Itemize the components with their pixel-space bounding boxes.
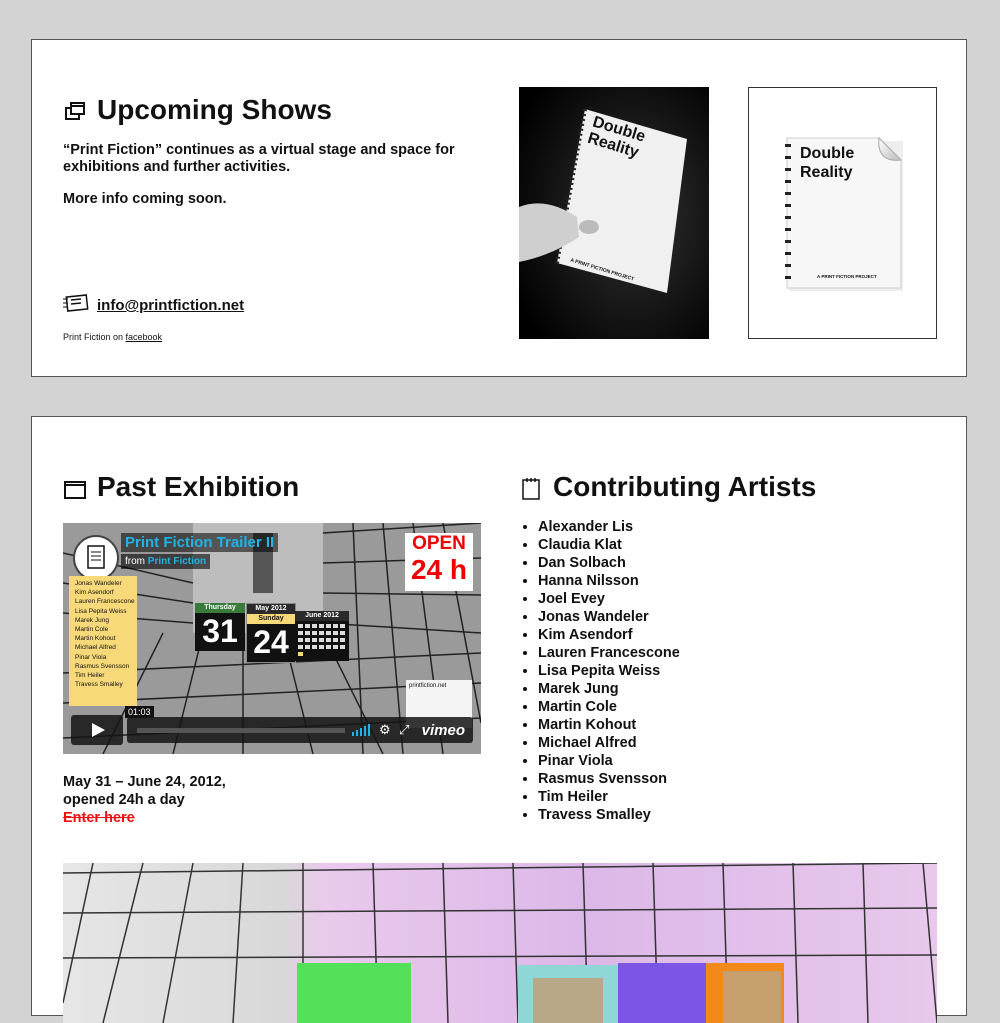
past-heading (63, 471, 299, 503)
window-icon (63, 475, 87, 499)
email-row (63, 293, 244, 318)
artists-title: Contributing Artists (553, 471, 817, 502)
facebook-line (63, 332, 162, 342)
artist-item: • Michael Alfred (538, 734, 680, 752)
calendar-day-label: Thursday (195, 603, 245, 613)
video-from (121, 554, 210, 569)
calendar-month-label: May 2012 (247, 604, 295, 614)
gallery-image[interactable] (63, 863, 937, 1023)
video-name: Lisa Pepita Weiss (75, 607, 127, 615)
artist-item: • Pinar Viola (538, 752, 680, 770)
mail-icon (63, 293, 91, 318)
video-from-prefix: from (125, 556, 145, 567)
artist-item: • Hanna Nilsson (538, 572, 680, 590)
fullscreen-icon[interactable]: ⤢ (399, 722, 410, 737)
artist-item: • Martin Kohout (538, 716, 680, 734)
calendar-day-number: 24 (253, 624, 289, 660)
enter-here-link[interactable]: Enter here (63, 810, 135, 826)
upcoming-heading (63, 94, 332, 126)
notepad-icon (519, 475, 543, 499)
artist-item: • Kim Asendorf (538, 626, 680, 644)
document-preview (748, 87, 937, 339)
dates-line1: May 31 – June 24, 2012, (63, 774, 226, 790)
open-sign-line1: OPEN (412, 533, 466, 554)
document-title: Double Reality (800, 145, 855, 181)
video-title[interactable]: Print Fiction Trailer II (121, 533, 278, 552)
video-controls (63, 707, 481, 745)
calendar-month-label: June 2012 (295, 611, 349, 621)
vimeo-logo[interactable]: vimeo (421, 722, 465, 739)
artists-list (519, 518, 680, 824)
open-sign-line2: 24 h (410, 554, 468, 585)
video-name: Kim Asendorf (75, 589, 114, 597)
calendar-sunday (246, 603, 296, 663)
book-photo-sub: A PRINT FICTION PROJECT (569, 257, 635, 283)
video-from-link[interactable]: Print Fiction (147, 556, 207, 567)
email-link[interactable]: info@printfiction.net (97, 297, 245, 314)
calendar-day-number: 31 (202, 613, 238, 649)
video-time: 01:03 (125, 706, 154, 718)
document-sub: A PRINT FICTION PROJECT (817, 274, 877, 279)
upcoming-description: “Print Fiction” continues as a virtual stage and space for exhibitions and further activities. (63, 142, 455, 175)
video-name: Rasmus Svensson (75, 662, 130, 670)
artist-item: • Jonas Wandeler (538, 608, 680, 626)
video-name: Travess Smalley (75, 681, 123, 689)
past-title: Past Exhibition (97, 471, 300, 502)
book-photo (519, 87, 709, 339)
upcoming-panel (31, 39, 967, 377)
artist-item: • Marek Jung (538, 680, 680, 698)
artist-item: • Lisa Pepita Weiss (538, 662, 680, 680)
artist-item: • Alexander Lis (538, 518, 680, 536)
volume-icon[interactable] (351, 722, 371, 739)
facebook-link[interactable]: facebook (125, 332, 163, 342)
calendar-june (295, 611, 349, 661)
video-name-list (69, 576, 137, 706)
video-player[interactable] (63, 523, 481, 754)
video-name: Pinar Viola (75, 653, 107, 661)
exhibition-dates (63, 773, 226, 827)
channel-avatar[interactable] (73, 535, 119, 581)
video-card: printfiction.net (406, 680, 472, 728)
play-button[interactable] (71, 715, 123, 745)
past-panel (31, 416, 967, 1016)
windows-icon (63, 98, 87, 122)
artist-item: • Lauren Francescone (538, 644, 680, 662)
dates-line2: opened 24h a day (63, 792, 185, 808)
upcoming-title: Upcoming Shows (97, 94, 332, 125)
artist-item: • Joel Evey (538, 590, 680, 608)
artists-heading (519, 471, 816, 503)
video-name: Michael Alfred (75, 644, 116, 652)
calendar-thursday (195, 603, 245, 651)
calendar-grid (295, 621, 349, 659)
artist-item: • Claudia Klat (538, 536, 680, 554)
artist-item: • Rasmus Svensson (538, 770, 680, 788)
gallery-grid (63, 863, 937, 1023)
video-progress-bar[interactable] (127, 717, 473, 743)
artist-item: • Tim Heiler (538, 788, 680, 806)
facebook-prefix: Print Fiction on (63, 332, 126, 342)
video-name: Lauren Francescone (75, 598, 135, 606)
artist-item: • Travess Smalley (538, 806, 680, 824)
upcoming-more-info: More info coming soon. (63, 191, 227, 207)
open-24h-sign (405, 533, 473, 591)
artist-item: • Martin Cole (538, 698, 680, 716)
video-name: Martin Cole (75, 626, 109, 634)
book-photo-title: Double Reality (585, 113, 648, 162)
settings-gear-icon[interactable]: ⚙ (379, 722, 391, 737)
calendar-day-label: Sunday (247, 614, 295, 624)
video-name: Tim Heiler (75, 672, 105, 680)
artist-item: • Dan Solbach (538, 554, 680, 572)
video-name: Marek Jung (75, 616, 109, 624)
video-progress-track[interactable] (137, 728, 345, 733)
video-name: Martin Kohout (75, 635, 116, 643)
video-name: Jonas Wandeler (75, 580, 122, 587)
